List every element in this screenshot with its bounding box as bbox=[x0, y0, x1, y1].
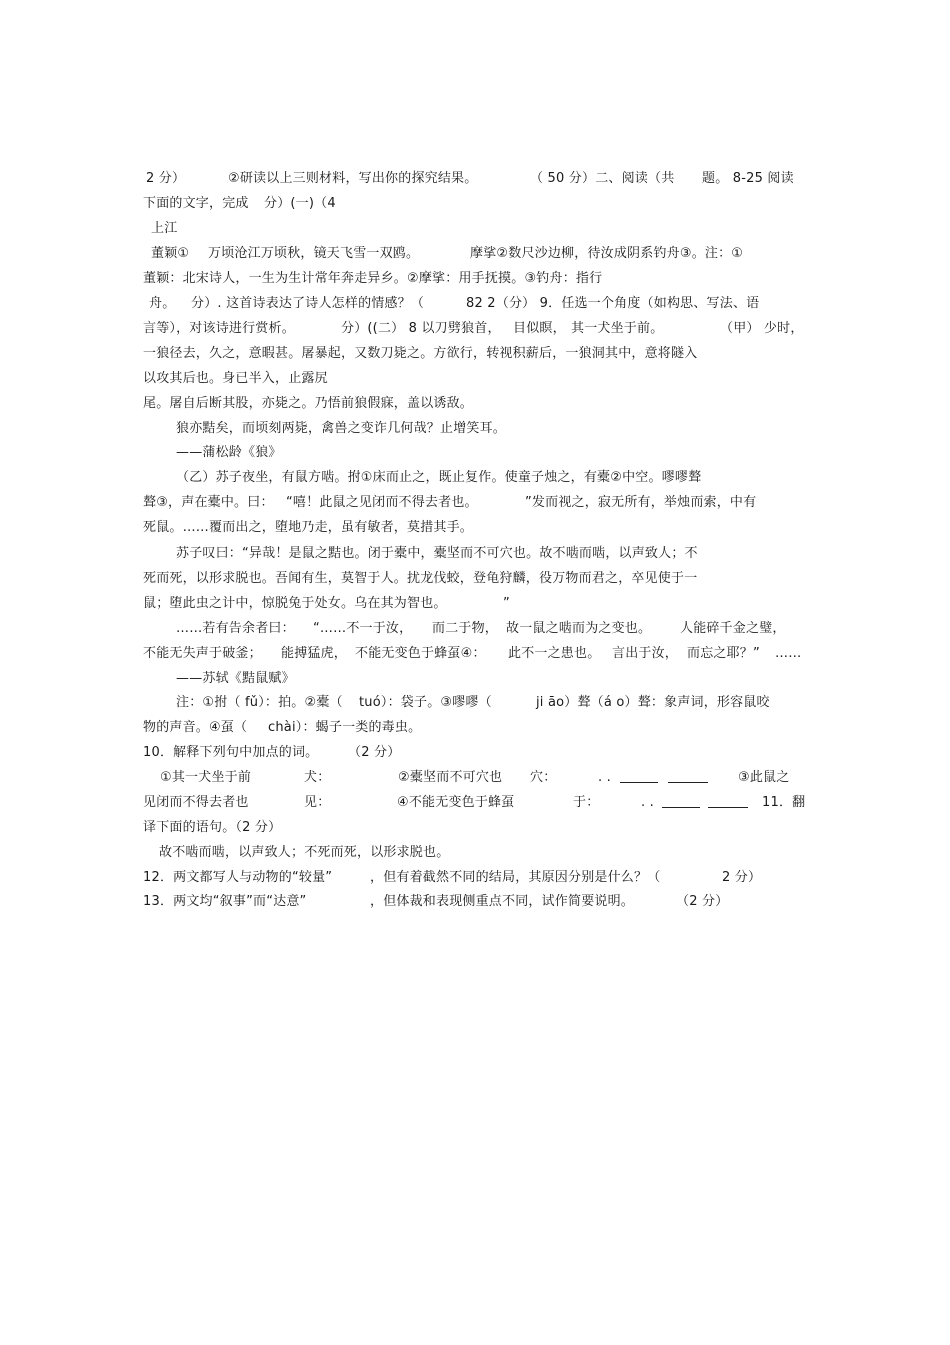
question-item: ①其一犬坐于前 bbox=[160, 770, 252, 785]
text-line: 死而死，以形求脱也。吾闻有生，莫智于人。扰龙伐蛟，登龟狩麟，役万物而君之，卒见使于一 bbox=[143, 571, 698, 586]
text-line: 不能无失声于破釜； bbox=[143, 646, 262, 661]
text-line: ②研读以上三则材料，写出你的探究结果。 bbox=[228, 171, 478, 186]
question-item: ③此鼠之 bbox=[738, 770, 790, 785]
text-line: 分）((二） 8 以刀劈狼首， bbox=[341, 321, 501, 336]
question-item: 见： bbox=[304, 795, 331, 810]
text-line: 狼亦黠矣，而顷刻两毙，禽兽之变诈几何哉？止增笑耳。 bbox=[176, 421, 507, 436]
poem-author: 董颖① bbox=[151, 246, 190, 261]
question-item: 于： bbox=[573, 795, 600, 810]
text-line: （ 50 分）二、阅读（共 bbox=[530, 171, 675, 186]
question-score: （2 分） bbox=[676, 894, 729, 909]
text-line: 一狼径去，久之，意暇甚。屠暴起，又数刀毙之。方欲行，转视积薪后，一狼洞其中，意将隧入 bbox=[143, 346, 698, 361]
answer-blank[interactable] bbox=[668, 772, 708, 783]
question-13: ，但体裁和表现侧重点不同，试作简要说明。 bbox=[370, 894, 635, 909]
text-line: （乙）苏子夜坐，有鼠方啮。拊①床而止之，既止复作。使童子烛之，有橐②中空。嘐嘐聱 bbox=[176, 470, 702, 485]
question-item: 见闭而不得去者也 bbox=[143, 795, 249, 810]
text-line: 而二于物， bbox=[432, 621, 499, 636]
text-line: （甲） 少时， bbox=[720, 321, 804, 336]
question-10: 10．解释下列句中加点的词。 bbox=[143, 745, 319, 760]
text-line: 此不一之患也。 bbox=[508, 646, 601, 661]
answer-blank[interactable] bbox=[620, 772, 658, 783]
text-line: 故不啮而啮，以声致人；不死而死，以形求脱也。 bbox=[159, 845, 450, 860]
text-line: 译下面的语句。（2 分） bbox=[143, 820, 282, 835]
text-line: 尾。屠自后断其股，亦毙之。乃悟前狼假寐，盖以诱敌。 bbox=[143, 396, 474, 411]
question-score: 2 分） bbox=[722, 870, 762, 885]
source-attribution: ——苏轼《黠鼠赋》 bbox=[176, 671, 295, 686]
poem-line: 万顷沧江万顷秋，镜天飞雪一双鸥。 bbox=[208, 246, 420, 261]
question-12: 12．两文都写人与动物的“较量” bbox=[143, 870, 333, 885]
text-line: 人能碎千金之璧， bbox=[680, 621, 786, 636]
annotation-line: 物的声音。④虿（ bbox=[143, 720, 248, 735]
text-line: 聱③，声在橐中。曰： bbox=[143, 495, 274, 510]
text-line: 死鼠。……覆而出之，堕地乃走，虽有敏者，莫措其手。 bbox=[143, 520, 474, 535]
source-attribution: ——蒲松龄《狼》 bbox=[176, 445, 282, 460]
text-line: 以攻其后也。身已半入，止露尻 bbox=[143, 371, 328, 386]
text-line: 下面的文字，完成 bbox=[143, 196, 249, 211]
text-line: 鼠；堕此虫之计中，惊脱兔于处女。乌在其为智也。 bbox=[143, 596, 447, 611]
question-score: （2 分） bbox=[348, 745, 401, 760]
text-line: 言出于汝， bbox=[612, 646, 679, 661]
text-line: “……不一于汝， bbox=[313, 621, 413, 636]
text-line: “嘻！此鼠之见闭而不得去者也。 bbox=[286, 495, 478, 510]
text-line: ……若有告余者曰： bbox=[176, 621, 295, 636]
text-line: 题。 8-25 阅读 bbox=[702, 171, 794, 186]
text-line: 言等），对该诗进行赏析。 bbox=[143, 321, 295, 336]
annotation-line: tuó）：袋子。③嘐嘐（ bbox=[359, 695, 492, 710]
text-line: 82 2（分） 9．任选一个角度（如构思、写法、语 bbox=[466, 296, 760, 311]
text-line: 董颖：北宋诗人，一生为生计常年奔走异乡。②摩挲：用手抚摸。③钓舟：指行 bbox=[143, 271, 603, 286]
text-line: 2 分） bbox=[146, 171, 186, 186]
answer-blank[interactable] bbox=[662, 797, 700, 808]
text-line: 舟。 bbox=[149, 296, 176, 311]
answer-blank[interactable] bbox=[708, 797, 748, 808]
text-line: 分）(一)（4 bbox=[264, 196, 336, 211]
text-line: 分）. 这首诗表达了诗人怎样的情感？（ bbox=[191, 296, 425, 311]
text-line: . . bbox=[598, 770, 611, 785]
poem-line: 摩挲②数尺沙边柳，待汝成阴系钓舟③。注：① bbox=[470, 246, 744, 261]
text-line: ” bbox=[503, 596, 510, 611]
question-item: 犬： bbox=[304, 770, 331, 785]
text-line: …… bbox=[775, 646, 802, 661]
question-item: 穴： bbox=[530, 770, 557, 785]
question-item: ②橐坚而不可穴也 bbox=[398, 770, 503, 785]
question-11: 11．翻 bbox=[762, 795, 806, 810]
text-line: 苏子叹曰：“异哉！是鼠之黠也。闭于橐中，橐坚而不可穴也。故不啮而啮，以声致人；不 bbox=[176, 546, 698, 561]
annotation-line: ji āo）聱（á o）聱：象声词，形容鼠咬 bbox=[536, 695, 770, 710]
text-line: 其一犬坐于前。 bbox=[571, 321, 664, 336]
annotation-line: 注：①拊（ fǔ）：拍。②橐（ bbox=[176, 695, 343, 710]
text-line: 目似瞑， bbox=[513, 321, 566, 336]
question-13: 13．两文均“叙事”而“达意” bbox=[143, 894, 307, 909]
poem-title: 上江 bbox=[151, 221, 178, 236]
text-line: 能搏猛虎， bbox=[281, 646, 348, 661]
annotation-line: chài）：蝎子一类的毒虫。 bbox=[268, 720, 422, 735]
question-12: ，但有着截然不同的结局，其原因分别是什么？（ bbox=[370, 870, 661, 885]
text-line: . . bbox=[641, 795, 654, 810]
question-item: ④不能无变色于蜂虿 bbox=[397, 795, 515, 810]
text-line: ”发而视之，寂无所有，举烛而索，中有 bbox=[525, 495, 757, 510]
text-line: 不能无变色于蜂虿④： bbox=[355, 646, 486, 661]
text-line: 而忘之耶？” bbox=[687, 646, 760, 661]
text-line: 故一鼠之啮而为之变也。 bbox=[506, 621, 652, 636]
